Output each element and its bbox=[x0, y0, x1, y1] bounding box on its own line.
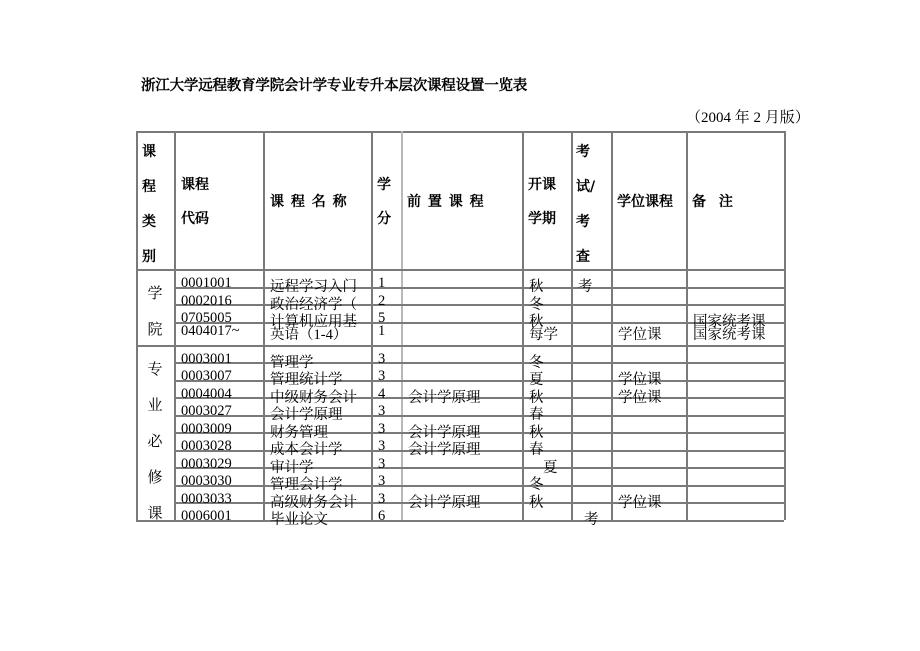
cell-text: 0001001 bbox=[181, 275, 232, 291]
course-code bbox=[181, 289, 262, 309]
header-semester: 学期 bbox=[528, 211, 556, 227]
cell-text: 0705005 bbox=[181, 310, 232, 326]
cell-text: 秋 bbox=[529, 425, 544, 441]
cell-text: 2 bbox=[378, 293, 386, 309]
header-code: 课程 bbox=[181, 177, 209, 193]
column-divider bbox=[401, 131, 403, 520]
remarks bbox=[693, 417, 783, 432]
exam-type bbox=[578, 271, 610, 295]
course-credits bbox=[378, 399, 400, 419]
degree-course bbox=[618, 364, 685, 388]
cell-text: 0004004 bbox=[181, 386, 232, 402]
column-divider bbox=[522, 131, 524, 520]
cell-text: 政治经济学（ bbox=[270, 297, 357, 313]
course-credits bbox=[378, 434, 400, 454]
cell-text: 财务管理 bbox=[270, 425, 328, 441]
semester bbox=[529, 452, 570, 476]
cell-text: 审计学 bbox=[270, 460, 314, 476]
cell-text: 0003029 bbox=[181, 456, 232, 472]
remarks bbox=[693, 382, 783, 397]
cell-text: 中级财务会计 bbox=[270, 390, 357, 406]
remarks bbox=[693, 504, 783, 520]
course-credits bbox=[378, 347, 400, 367]
exam-type bbox=[578, 504, 610, 528]
course-name bbox=[270, 382, 370, 406]
cell-text: 每学 bbox=[529, 327, 558, 343]
column-divider bbox=[174, 131, 176, 520]
course-credits bbox=[378, 364, 400, 384]
course-code bbox=[181, 324, 262, 345]
cell-text: 0003009 bbox=[181, 421, 232, 437]
category-label-char: 专 bbox=[147, 360, 163, 378]
course-code bbox=[181, 271, 262, 291]
cell-text: 学位课 bbox=[618, 495, 662, 511]
course-name bbox=[270, 452, 370, 476]
cell-text: 0003030 bbox=[181, 473, 232, 489]
course-code bbox=[181, 347, 262, 367]
course-credits bbox=[378, 382, 400, 402]
cell-text: 4 bbox=[378, 386, 386, 402]
prerequisite bbox=[408, 399, 521, 415]
semester bbox=[529, 417, 570, 441]
cell-text: 冬 bbox=[529, 477, 544, 493]
degree-course bbox=[618, 452, 685, 467]
cell-text: 秋 bbox=[529, 495, 544, 511]
cell-text: 毕业论文 bbox=[270, 512, 328, 528]
degree-course bbox=[618, 382, 685, 406]
degree-course bbox=[618, 487, 685, 511]
column-divider bbox=[371, 131, 373, 520]
header-exam: 考 bbox=[576, 214, 590, 230]
semester bbox=[529, 364, 570, 388]
cell-text: 会计学原理 bbox=[270, 407, 343, 423]
exam-type bbox=[578, 399, 610, 415]
cell-text: 国家统考课 bbox=[693, 327, 766, 343]
cell-text: 冬 bbox=[529, 355, 544, 371]
exam-type bbox=[578, 434, 610, 450]
cell-text: 春 bbox=[529, 442, 544, 458]
exam-type bbox=[578, 306, 610, 322]
prerequisite bbox=[408, 289, 521, 304]
course-name bbox=[270, 324, 370, 345]
header-semester: 开课 bbox=[528, 177, 556, 193]
course-table bbox=[136, 131, 784, 528]
course-name bbox=[270, 417, 370, 441]
header-remarks: 备 注 bbox=[692, 194, 737, 210]
header-category-char: 类 bbox=[142, 214, 156, 230]
category-label-char: 业 bbox=[147, 396, 163, 414]
course-code bbox=[181, 487, 262, 507]
row-divider bbox=[174, 520, 784, 522]
semester bbox=[529, 487, 570, 511]
cell-text: 3 bbox=[378, 368, 386, 384]
cell-text: 高级财务会计 bbox=[270, 495, 357, 511]
prerequisite bbox=[408, 306, 521, 322]
course-code bbox=[181, 364, 262, 384]
cell-text: 秋 bbox=[529, 314, 544, 330]
degree-course bbox=[618, 289, 685, 304]
cell-text: 管理会计学 bbox=[270, 477, 343, 493]
semester bbox=[529, 382, 570, 406]
cell-text: 0404017~ bbox=[181, 323, 240, 339]
cell-text: 管理统计学 bbox=[270, 372, 343, 388]
semester bbox=[529, 399, 570, 423]
cell-text: 学位课 bbox=[618, 390, 662, 406]
column-divider bbox=[263, 131, 265, 520]
course-credits bbox=[378, 452, 400, 472]
cell-text: 1 bbox=[378, 275, 386, 291]
exam-type bbox=[578, 382, 610, 397]
cell-text: 秋 bbox=[529, 279, 544, 295]
semester bbox=[529, 306, 570, 330]
exam-type bbox=[578, 452, 610, 467]
header-code: 代码 bbox=[181, 211, 209, 227]
remarks bbox=[693, 434, 783, 450]
exam-type bbox=[578, 364, 610, 380]
semester bbox=[529, 504, 570, 520]
degree-course bbox=[618, 306, 685, 322]
header-exam: 试/ bbox=[576, 179, 596, 195]
cell-text: 学位课 bbox=[618, 327, 662, 343]
cell-text: 0006001 bbox=[181, 508, 232, 524]
remarks bbox=[693, 399, 783, 415]
cell-text: 3 bbox=[378, 351, 386, 367]
category-label-char: 学 bbox=[147, 284, 163, 302]
course-name bbox=[270, 504, 370, 528]
cell-text: 3 bbox=[378, 473, 386, 489]
cell-text: 学位课 bbox=[618, 372, 662, 388]
exam-type bbox=[578, 289, 610, 304]
course-code bbox=[181, 417, 262, 437]
header-credits: 分 bbox=[377, 211, 391, 227]
category-label-char: 课 bbox=[147, 504, 163, 522]
course-credits bbox=[378, 487, 400, 507]
course-name bbox=[270, 347, 370, 371]
cell-text: 夏 bbox=[543, 460, 558, 476]
semester bbox=[529, 271, 570, 295]
exam-type bbox=[578, 347, 610, 362]
course-name bbox=[270, 487, 370, 511]
cell-text: 0003007 bbox=[181, 368, 232, 384]
category-label-char: 院 bbox=[147, 320, 163, 338]
course-credits bbox=[378, 271, 400, 291]
semester bbox=[529, 347, 570, 371]
header-prerequisite: 前 置 课 程 bbox=[407, 194, 485, 210]
degree-course bbox=[618, 434, 685, 450]
column-divider bbox=[571, 131, 573, 520]
course-name bbox=[270, 271, 370, 295]
semester bbox=[529, 434, 570, 458]
cell-text: 管理学 bbox=[270, 355, 314, 371]
course-name bbox=[270, 434, 370, 458]
column-divider bbox=[784, 131, 786, 520]
remarks bbox=[693, 347, 783, 362]
degree-course bbox=[618, 347, 685, 362]
cell-text: 考 bbox=[578, 279, 593, 295]
cell-text: 计算机应用基 bbox=[270, 314, 357, 330]
degree-course bbox=[618, 271, 685, 287]
header-degree: 学位课程 bbox=[617, 194, 673, 210]
semester bbox=[529, 324, 570, 345]
exam-type bbox=[578, 324, 610, 345]
remarks bbox=[693, 271, 783, 287]
cell-text: 英语（1-4） bbox=[270, 327, 348, 343]
document-title: 浙江大学远程教育学院会计学专业专升本层次课程设置一览表 bbox=[141, 78, 528, 94]
cell-text: 冬 bbox=[529, 297, 544, 313]
course-name bbox=[270, 306, 370, 330]
cell-text: 3 bbox=[378, 491, 386, 507]
header-credits: 学 bbox=[377, 177, 391, 193]
prerequisite bbox=[408, 347, 521, 362]
degree-course bbox=[618, 417, 685, 432]
cell-text: 0003027 bbox=[181, 403, 232, 419]
semester bbox=[529, 289, 570, 313]
course-code bbox=[181, 434, 262, 454]
course-credits bbox=[378, 289, 400, 309]
course-code bbox=[181, 504, 262, 524]
header-exam: 考 bbox=[576, 144, 590, 160]
edition-label: （2004 年 2 月版） bbox=[686, 110, 810, 126]
cell-text: 3 bbox=[378, 421, 386, 437]
header-name: 课 程 名 称 bbox=[270, 194, 348, 210]
cell-text: 0003028 bbox=[181, 438, 232, 454]
remarks bbox=[693, 452, 783, 467]
prerequisite bbox=[408, 434, 521, 458]
column-divider bbox=[611, 131, 613, 520]
prerequisite bbox=[408, 417, 521, 441]
column-divider bbox=[686, 131, 688, 520]
prerequisite bbox=[408, 487, 521, 511]
course-name bbox=[270, 399, 370, 423]
course-credits bbox=[378, 469, 400, 489]
course-name bbox=[270, 469, 370, 493]
prerequisite bbox=[408, 504, 521, 520]
cell-text: 3 bbox=[378, 438, 386, 454]
header-category-char: 程 bbox=[142, 179, 156, 195]
header-category-char: 别 bbox=[142, 249, 156, 265]
cell-text: 会计学原理 bbox=[408, 425, 481, 441]
cell-text: 夏 bbox=[529, 372, 544, 388]
remarks bbox=[693, 324, 783, 345]
cell-text: 5 bbox=[378, 310, 386, 326]
course-credits bbox=[378, 306, 400, 326]
cell-text: 6 bbox=[378, 508, 386, 524]
remarks bbox=[693, 289, 783, 304]
header-exam: 查 bbox=[576, 249, 590, 265]
cell-text: 考 bbox=[584, 512, 599, 528]
prerequisite bbox=[408, 469, 521, 485]
cell-text: 0003033 bbox=[181, 491, 232, 507]
degree-course bbox=[618, 399, 685, 415]
remarks bbox=[693, 469, 783, 485]
cell-text: 会计学原理 bbox=[408, 390, 481, 406]
course-name bbox=[270, 364, 370, 388]
cell-text: 秋 bbox=[529, 390, 544, 406]
exam-type bbox=[578, 487, 610, 502]
course-name bbox=[270, 289, 370, 313]
remarks bbox=[693, 364, 783, 380]
cell-text: 1 bbox=[378, 323, 386, 339]
exam-type bbox=[578, 417, 610, 432]
prerequisite bbox=[408, 382, 521, 406]
exam-type bbox=[578, 469, 610, 485]
cell-text: 成本会计学 bbox=[270, 442, 343, 458]
cell-text: 会计学原理 bbox=[408, 495, 481, 511]
course-code bbox=[181, 469, 262, 489]
course-code bbox=[181, 382, 262, 402]
degree-course bbox=[618, 469, 685, 485]
prerequisite bbox=[408, 452, 521, 467]
category-label-char: 必 bbox=[147, 432, 163, 450]
course-code bbox=[181, 399, 262, 419]
prerequisite bbox=[408, 324, 521, 345]
cell-text: 3 bbox=[378, 403, 386, 419]
course-credits bbox=[378, 417, 400, 437]
cell-text: 3 bbox=[378, 456, 386, 472]
remarks bbox=[693, 487, 783, 502]
header-category-char: 课 bbox=[142, 144, 156, 160]
course-code bbox=[181, 452, 262, 472]
semester bbox=[529, 469, 570, 493]
cell-text: 国家统考课 bbox=[693, 314, 766, 330]
prerequisite bbox=[408, 271, 521, 287]
prerequisite bbox=[408, 364, 521, 380]
remarks bbox=[693, 306, 783, 330]
course-code bbox=[181, 306, 262, 326]
degree-course bbox=[618, 324, 685, 345]
cell-text: 远程学习入门 bbox=[270, 279, 357, 295]
cell-text: 0003001 bbox=[181, 351, 232, 367]
cell-text: 会计学原理 bbox=[408, 442, 481, 458]
degree-course bbox=[618, 504, 685, 520]
course-credits bbox=[378, 324, 400, 345]
cell-text: 0002016 bbox=[181, 293, 232, 309]
category-label-char: 修 bbox=[147, 468, 163, 486]
cell-text: 春 bbox=[529, 407, 544, 423]
course-credits bbox=[378, 504, 400, 524]
